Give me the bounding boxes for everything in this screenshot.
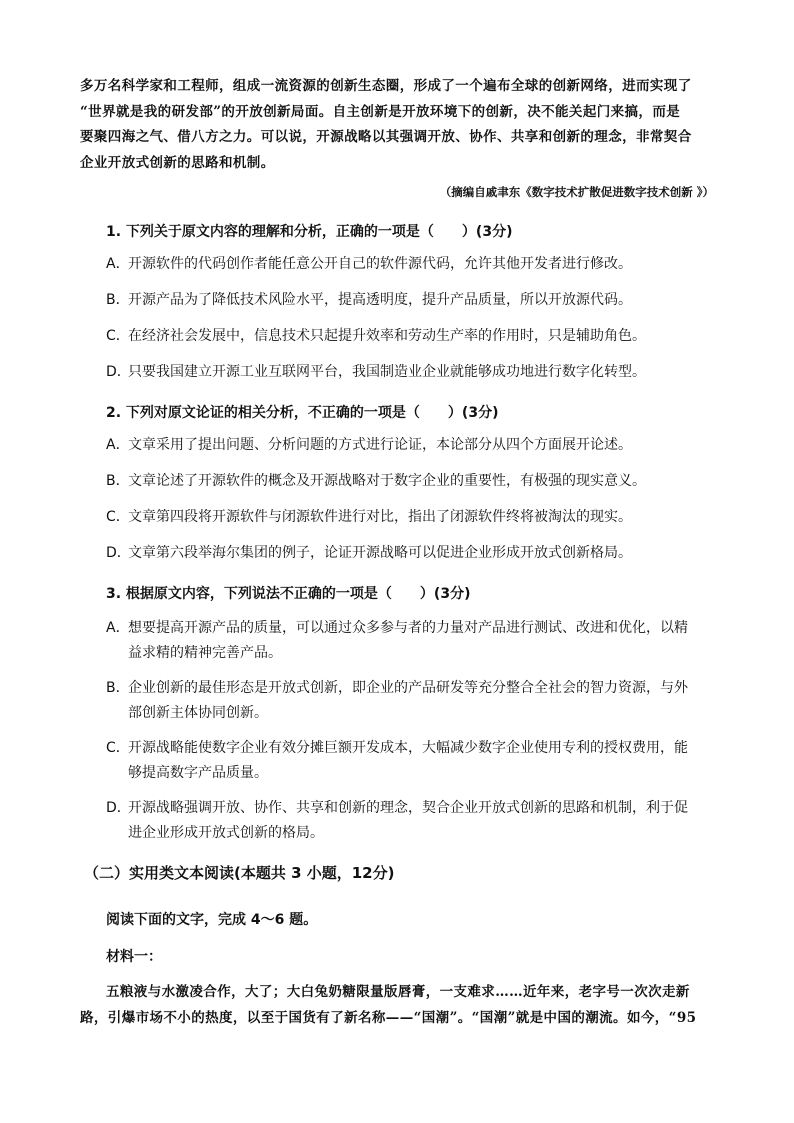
section-heading: （二）实用类文本阅读(本题共 3 小题，12分) <box>84 864 395 882</box>
option-text: 文章第四段将开源软件与闭源软件进行对比，指出了闭源软件终将被淘汰的现实。 <box>128 509 632 525</box>
option-letter: B． <box>106 292 130 308</box>
option-text: 文章论述了开源软件的概念及开源战略对于数字企业的重要性，有极强的现实意义。 <box>128 473 646 489</box>
option-text: 部创新主体协同创新。 <box>128 705 268 721</box>
option-d <box>106 796 726 846</box>
intro-line: “世界就是我的研发部”的开放创新局面。自主创新是开放环境下的创新，决不能关起门来搞，而是 <box>80 103 681 120</box>
option-d <box>106 541 726 566</box>
intro-line: 企业开放式创新的思路和机制。 <box>80 154 275 171</box>
source-note: （摘编自戚聿东《数字技术扩散促进数字技术创新 》） <box>439 185 714 199</box>
question-1-stem: 1. 下列关于原文内容的理解和分析，正确的一项是（ ）(3分) <box>106 224 513 240</box>
reading-instruction: 阅读下面的文字，完成 4～6 题。 <box>106 912 318 928</box>
option-b <box>106 288 726 313</box>
question-2-stem: 2. 下列对原文论证的相关分析，不正确的一项是（ ）(3分) <box>106 405 499 421</box>
option-letter: B． <box>106 680 130 696</box>
option-c <box>106 505 726 530</box>
option-b <box>106 676 726 726</box>
option-text: 开源软件的代码创作者能任意公开自己的软件源代码，允许其他开发者进行修改。 <box>128 256 632 272</box>
intro-line: 要聚四海之气、借八方之力。可以说，开源战略以其强调开放、协作、共享和创新的理念，非常契合 <box>80 129 692 145</box>
option-text: 只要我国建立开源工业互联网平台，我国制造业企业就能够成功地进行数字化转型。 <box>128 364 646 380</box>
option-letter: B． <box>106 473 130 489</box>
material-label: 材料一： <box>106 949 162 965</box>
option-b <box>106 469 726 494</box>
question-3-options <box>106 616 726 846</box>
option-text: 够提高数字产品质量。 <box>128 765 268 781</box>
option-text: 想要提高开源产品的质量，可以通过众多参与者的力量对产品进行测试、改进和优化，以精 <box>128 620 688 636</box>
option-c <box>106 736 726 786</box>
option-letter: D． <box>106 364 131 380</box>
option-c <box>106 324 726 349</box>
option-text: 企业创新的最佳形态是开放式创新，即企业的产品研发等充分整合全社会的智力资源，与外 <box>128 680 688 696</box>
option-letter: A． <box>106 256 130 272</box>
option-letter: C． <box>106 740 130 756</box>
option-text: 开源产品为了降低技术风险水平，提高透明度，提升产品质量，所以开放源代码。 <box>128 292 632 308</box>
option-a <box>106 252 726 277</box>
option-letter: A． <box>106 437 130 453</box>
option-a <box>106 616 726 666</box>
option-text: 益求精的精神完善产品。 <box>128 645 282 661</box>
option-text: 在经济社会发展中，信息技术只起提升效率和劳动生产率的作用时，只是辅助角色。 <box>128 328 646 344</box>
option-text: 文章采用了提出问题、分析问题的方式进行论证，本论部分从四个方面展开论述。 <box>128 437 632 453</box>
question-2-options <box>106 433 726 566</box>
option-letter: A． <box>106 620 130 636</box>
intro-line: 多万名科学家和工程师，组成一流资源的创新生态圈，形成了一个遍布全球的创新网络，进而实现了 <box>80 78 692 94</box>
question-3-stem: 3. 根据原文内容，下列说法不正确的一项是（ ）(3分) <box>106 586 471 602</box>
option-letter: D． <box>106 800 131 816</box>
option-a <box>106 433 726 458</box>
option-text: 开源战略强调开放、协作、共享和创新的理念，契合企业开放式创新的思路和机制，利于促 <box>128 800 688 816</box>
option-d <box>106 360 726 385</box>
option-letter: C． <box>106 509 130 525</box>
intro-paragraph <box>80 74 716 176</box>
material-line: 五粮液与水激凌合作，大了；大白兔奶糖限量版唇膏，一支难求……近年来，老字号一次次走新 <box>106 984 690 1000</box>
option-letter: C． <box>106 328 130 344</box>
question-1-options <box>106 252 726 385</box>
option-text: 开源战略能使数字企业有效分摊巨额开发成本，大幅减少数字企业使用专利的授权费用，能 <box>128 740 688 756</box>
option-text: 进企业形成开放式创新的格局。 <box>128 825 324 841</box>
material-paragraph <box>80 980 716 1031</box>
option-letter: D． <box>106 545 131 561</box>
material-line: 路，引爆市场不小的热度，以至于国货有了新名称——“国潮”。“国潮”就是中国的潮流。如今，“95 <box>80 1009 697 1026</box>
option-text: 文章第六段举海尔集团的例子，论证开源战略可以促进企业形成开放式创新格局。 <box>128 545 632 561</box>
